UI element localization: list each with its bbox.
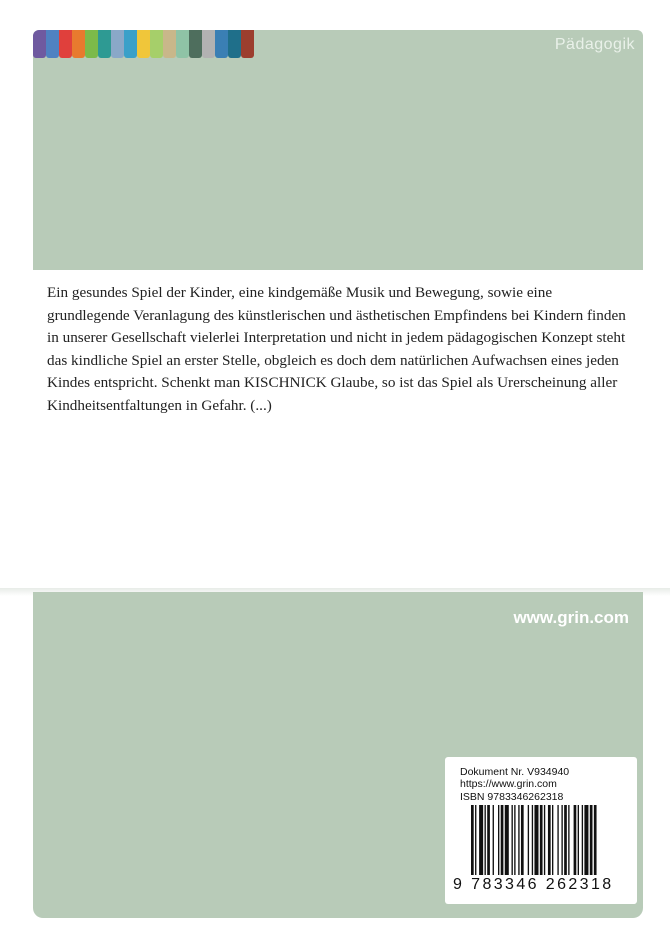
color-stripe bbox=[228, 30, 241, 58]
color-stripe bbox=[59, 30, 72, 58]
color-stripe bbox=[241, 30, 254, 58]
category-label: Pädagogik bbox=[554, 36, 635, 53]
color-stripe bbox=[215, 30, 228, 58]
color-stripe bbox=[98, 30, 111, 58]
publisher-website: www.grin.com bbox=[513, 608, 629, 627]
barcode-label bbox=[445, 757, 637, 904]
color-stripe bbox=[85, 30, 98, 58]
barcode-digits: 9 783346 262318 bbox=[453, 876, 614, 893]
isbn-label: ISBN 9783346262318 bbox=[460, 790, 564, 803]
color-stripe bbox=[46, 30, 59, 58]
document-number: Dokument Nr. V934940 bbox=[460, 766, 570, 778]
color-stripe bbox=[163, 30, 176, 58]
color-stripe bbox=[111, 30, 124, 58]
color-stripe bbox=[124, 30, 137, 58]
color-stripe bbox=[176, 30, 189, 58]
color-stripe bbox=[189, 30, 202, 58]
barcode-icon bbox=[471, 805, 631, 883]
document-url: https://www.grin.com bbox=[460, 778, 557, 791]
color-stripe bbox=[72, 30, 85, 58]
color-stripe bbox=[150, 30, 163, 58]
color-stripe bbox=[137, 30, 150, 58]
color-stripes bbox=[33, 30, 254, 58]
color-stripe bbox=[202, 30, 215, 58]
blurb-text: Ein gesundes Spiel der Kinder, eine kindgemäße Musik und Bewegung, sowie eine grundlegende Veranlagung des künstlerischen und ästhetischen Empfindens bei Kindern finden in unserer Gesellschaft vielerlei Interpretation und nicht in jedem pädagogischen Konzept steht das kindliche Spiel an erster Stelle, obgleich es doch dem natürlichen Aufwachsen eines jeden Kindes entspricht. Schenkt man KISCHNICK Glaube, so ist das Spiel als Urerscheinung aller Kindheitsentfaltungen in Gefahr. (...) bbox=[47, 284, 626, 414]
cover-top-panel bbox=[33, 30, 643, 270]
color-stripe bbox=[33, 30, 46, 58]
barcode-meta bbox=[460, 766, 569, 803]
